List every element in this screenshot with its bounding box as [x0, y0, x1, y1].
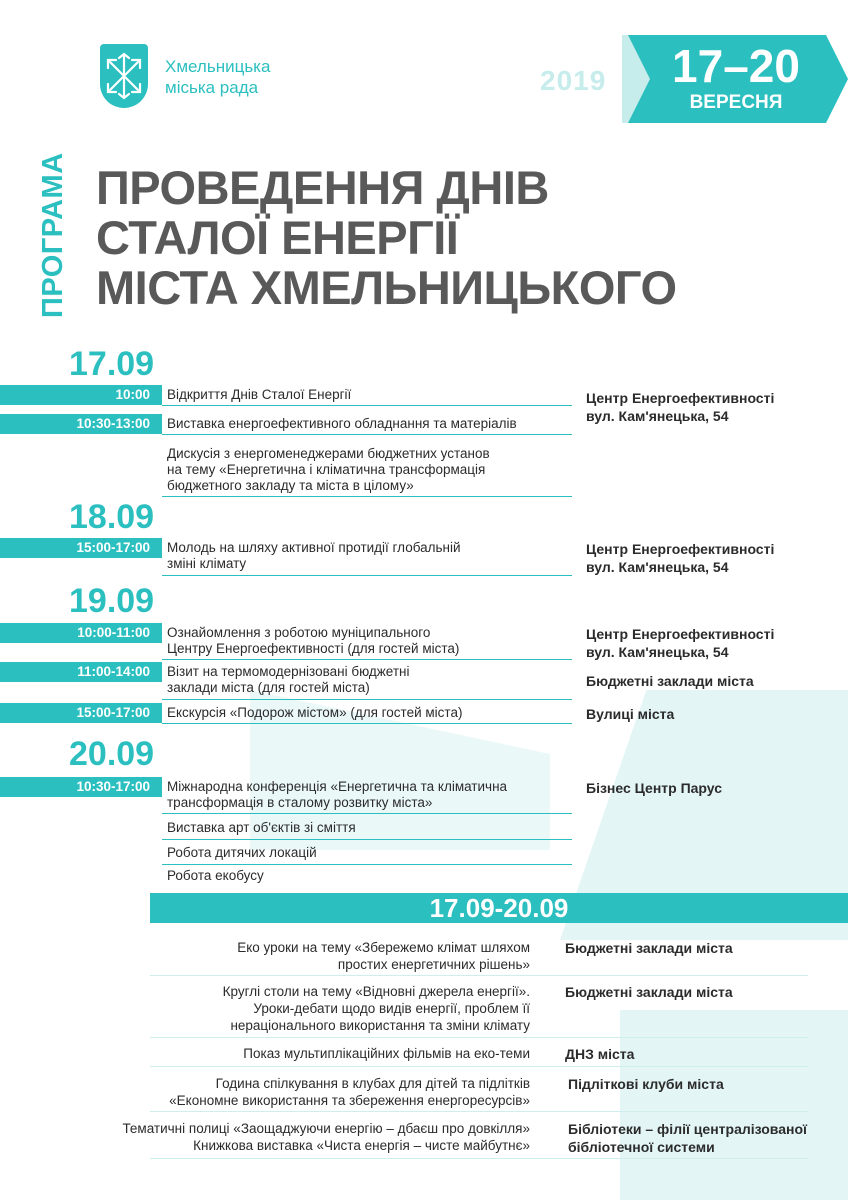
- event-underline: [162, 434, 572, 435]
- event-title: Екскурсія «Подорож містом» (для гостей міста): [167, 705, 463, 720]
- period-event: Показ мультиплікаційних фільмів на еко-теми: [243, 1046, 530, 1061]
- event-title: [167, 540, 461, 572]
- location-line: Бібліотеки – філії централізованої: [568, 1121, 807, 1137]
- event-location: [586, 625, 774, 661]
- day-heading-17-09: 17.09: [69, 345, 155, 383]
- location-line: Центр Енергоефективності: [586, 390, 775, 406]
- period-event: [100, 1075, 530, 1109]
- event-title-line: зміні клімату: [167, 556, 247, 571]
- period-event: [30, 1120, 530, 1154]
- event-title-line: Дискусія з енергоменеджерами бюджетних установ: [167, 446, 490, 461]
- period-event-line: «Економне використання та збереження енергоресурсів»: [169, 1093, 530, 1108]
- period-heading: 17.09-20.09: [150, 893, 848, 923]
- location-line: Центр Енергоефективності: [586, 626, 775, 642]
- event-title-line: Ознайомлення з роботою муніципального: [167, 625, 431, 640]
- period-event-line: простих енергетичних рішень»: [337, 957, 530, 972]
- time-bar: 10:30-13:00: [0, 414, 162, 434]
- location-line: вул. Кам'янецька, 54: [586, 408, 729, 424]
- divider: [150, 1037, 808, 1038]
- program-label: ПРОГРАМА: [37, 152, 69, 318]
- location-line: вул. Кам'янецька, 54: [586, 559, 729, 575]
- event-title: [167, 664, 410, 696]
- event-location: [586, 389, 774, 425]
- time-bar: 15:00-17:00: [0, 538, 162, 558]
- event-title: Виставка енергоефективного обладнання та матеріалів: [167, 416, 517, 431]
- period-event-line: Еко уроки на тему «Збережемо клімат шляхом: [237, 940, 530, 955]
- event-location: Бюджетні заклади міста: [565, 984, 733, 1000]
- organization-name-line2: міська рада: [165, 78, 259, 97]
- event-underline: [162, 699, 572, 700]
- event-underline: [162, 813, 572, 814]
- divider: [150, 975, 808, 976]
- event-underline: [162, 575, 572, 576]
- period-event-line: нераціонального використання та зміни клімату: [230, 1018, 530, 1033]
- period-event-line: Година спілкування в клубах для дітей та підлітків: [215, 1076, 530, 1091]
- title-line1: ПРОВЕДЕННЯ ДНІВ: [96, 161, 549, 214]
- divider: [150, 1158, 808, 1159]
- period-event-line: Тематичні полиці «Заощаджуючи енергію – дбаєш про довкілля»: [122, 1121, 530, 1136]
- event-underline: [162, 723, 572, 724]
- event-location: [586, 540, 774, 576]
- event-location: [568, 1120, 807, 1156]
- period-event: [140, 983, 530, 1034]
- event-underline: [162, 496, 572, 497]
- organization-name: [165, 56, 325, 98]
- event-location: Бюджетні заклади міста: [586, 673, 754, 689]
- time-bar: 10:00-11:00: [0, 623, 162, 643]
- event-title-line: трансформація в сталому розвитку міста»: [167, 795, 433, 810]
- divider: [150, 1111, 808, 1112]
- event-location: Бізнес Центр Парус: [586, 780, 723, 796]
- period-event: [140, 939, 530, 973]
- day-heading-20-09: 20.09: [69, 735, 155, 773]
- event-title: Робота дитячих локацій: [167, 845, 317, 860]
- time-bar: 10:30-17:00: [0, 777, 162, 797]
- title-line2: СТАЛОЇ ЕНЕРГІЇ: [96, 211, 459, 264]
- event-location: Вулиці міста: [586, 706, 675, 722]
- period-event-line: Уроки-дебати щодо видів енергії, проблем її: [253, 1001, 530, 1016]
- title-line3: МІСТА ХМЕЛЬНИЦЬКОГО: [96, 261, 677, 314]
- event-title-line: на тему «Енергетична і кліматична трансформація: [167, 462, 486, 477]
- event-year: 2019: [540, 65, 607, 96]
- event-title-line: бюджетного закладу та міста в цілому»: [167, 478, 414, 493]
- organization-name-line1: Хмельницька: [165, 57, 271, 76]
- location-line: бібліотечної системи: [568, 1139, 715, 1155]
- event-title-line: Центру Енергоефективності (для гостей міста): [167, 641, 460, 656]
- location-line: Центр Енергоефективності: [586, 541, 775, 557]
- event-underline: [162, 405, 572, 406]
- period-event-line: Книжкова виставка «Чиста енергія – чисте майбутнє»: [193, 1138, 530, 1153]
- event-title: Виставка арт об'єктів зі сміття: [167, 820, 356, 835]
- bg-shape-bottom: [620, 1010, 848, 1200]
- event-title: [167, 446, 490, 494]
- event-underline: [162, 864, 572, 865]
- time-bar: 11:00-14:00: [0, 662, 162, 682]
- city-emblem-icon: [100, 44, 148, 108]
- event-title-line: Міжнародна конференція «Енергетична та кліматична: [167, 779, 508, 794]
- page-title: [96, 163, 796, 313]
- event-underline: [162, 839, 572, 840]
- event-title-line: заклади міста (для гостей міста): [167, 680, 370, 695]
- event-title-line: Візит на термомодернізовані бюджетні: [167, 664, 410, 679]
- divider: [150, 1066, 808, 1067]
- location-line: вул. Кам'янецька, 54: [586, 644, 729, 660]
- event-title: [167, 779, 507, 811]
- time-bar: 10:00: [0, 385, 162, 405]
- event-title-line: Молодь на шляху активної протидії глобальній: [167, 540, 461, 555]
- event-dates: 17–20: [672, 40, 800, 92]
- day-heading-18-09: 18.09: [69, 498, 155, 536]
- event-location: Підліткові клуби міста: [568, 1076, 724, 1092]
- time-bar: 15:00-17:00: [0, 703, 162, 723]
- event-month: ВЕРЕСНЯ: [689, 92, 783, 113]
- day-heading-19-09: 19.09: [69, 582, 155, 620]
- event-title: [167, 625, 459, 657]
- event-underline: [162, 659, 572, 660]
- event-title: Робота екобусу: [167, 868, 264, 883]
- event-location: ДНЗ міста: [565, 1046, 635, 1062]
- period-event-line: Круглі столи на тему «Відновні джерела енергії».: [222, 984, 530, 999]
- event-location: Бюджетні заклади міста: [565, 940, 733, 956]
- event-title: Відкриття Днів Сталої Енергії: [167, 387, 352, 402]
